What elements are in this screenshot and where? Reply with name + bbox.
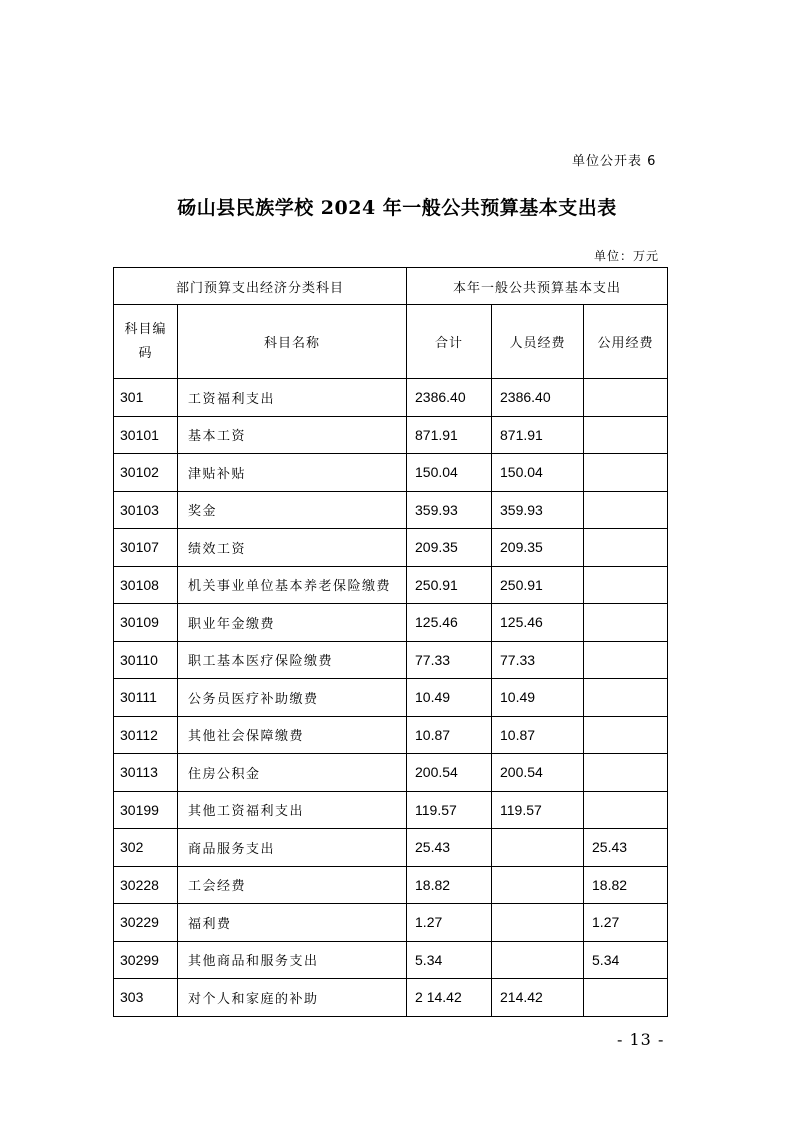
row-code: 301 xyxy=(114,379,178,417)
table-row xyxy=(114,979,668,1017)
row-code: 30229 xyxy=(114,904,178,942)
page-title: 砀山县民族学校 2024 年一般公共预算基本支出表 xyxy=(177,197,617,219)
row-total: 2386.40 xyxy=(407,379,492,417)
row-name: 奖金 xyxy=(178,491,407,529)
row-name: 对个人和家庭的补助 xyxy=(178,979,407,1017)
table-row xyxy=(114,566,668,604)
row-name: 工资福利支出 xyxy=(178,379,407,417)
row-personnel: 77.33 xyxy=(492,641,584,679)
row-total: 200.54 xyxy=(407,754,492,792)
table-row xyxy=(114,491,668,529)
group-header-left: 部门预算支出经济分类科目 xyxy=(114,268,407,305)
row-personnel: 119.57 xyxy=(492,791,584,829)
row-public xyxy=(584,716,668,754)
row-total: 5.34 xyxy=(407,941,492,979)
table-row xyxy=(114,904,668,942)
row-name: 福利费 xyxy=(178,904,407,942)
row-total: 150.04 xyxy=(407,454,492,492)
row-public xyxy=(584,679,668,717)
table-body xyxy=(114,379,668,1017)
row-name: 其他商品和服务支出 xyxy=(178,941,407,979)
table-row xyxy=(114,829,668,867)
row-code: 30110 xyxy=(114,641,178,679)
row-code: 30228 xyxy=(114,866,178,904)
table-row xyxy=(114,604,668,642)
row-code: 30299 xyxy=(114,941,178,979)
row-total: 119.57 xyxy=(407,791,492,829)
row-name: 住房公积金 xyxy=(178,754,407,792)
row-public xyxy=(584,379,668,417)
row-personnel: 125.46 xyxy=(492,604,584,642)
table-row xyxy=(114,454,668,492)
row-public xyxy=(584,791,668,829)
row-personnel: 200.54 xyxy=(492,754,584,792)
table-row xyxy=(114,641,668,679)
col-header-total: 合计 xyxy=(407,305,492,379)
row-public: 18.82 xyxy=(584,866,668,904)
group-header-right: 本年一般公共预算基本支出 xyxy=(407,268,668,305)
row-public xyxy=(584,979,668,1017)
row-code: 30199 xyxy=(114,791,178,829)
col-header-public: 公用经费 xyxy=(584,305,668,379)
row-total: 77.33 xyxy=(407,641,492,679)
row-name: 工会经费 xyxy=(178,866,407,904)
table-row xyxy=(114,941,668,979)
row-personnel: 10.87 xyxy=(492,716,584,754)
form-number: 单位公开表 6 xyxy=(572,154,657,169)
row-name: 津贴补贴 xyxy=(178,454,407,492)
row-personnel: 250.91 xyxy=(492,566,584,604)
table-row xyxy=(114,416,668,454)
row-personnel: 214.42 xyxy=(492,979,584,1017)
row-personnel: 359.93 xyxy=(492,491,584,529)
row-total: 250.91 xyxy=(407,566,492,604)
unit-label: 单位：万元 xyxy=(594,249,660,263)
row-public xyxy=(584,416,668,454)
table-row xyxy=(114,716,668,754)
row-personnel xyxy=(492,829,584,867)
row-public xyxy=(584,454,668,492)
row-public: 1.27 xyxy=(584,904,668,942)
row-code: 30113 xyxy=(114,754,178,792)
row-total: 359.93 xyxy=(407,491,492,529)
group-header-row xyxy=(114,268,668,305)
row-name: 职业年金缴费 xyxy=(178,604,407,642)
row-code: 30112 xyxy=(114,716,178,754)
table-row xyxy=(114,379,668,417)
row-code: 30109 xyxy=(114,604,178,642)
row-personnel: 871.91 xyxy=(492,416,584,454)
row-code: 30107 xyxy=(114,529,178,567)
row-public xyxy=(584,641,668,679)
row-personnel xyxy=(492,866,584,904)
table-row xyxy=(114,791,668,829)
budget-table xyxy=(113,267,668,1017)
row-total: 1.27 xyxy=(407,904,492,942)
col-header-personnel: 人员经费 xyxy=(492,305,584,379)
row-code: 30102 xyxy=(114,454,178,492)
row-public xyxy=(584,566,668,604)
row-total: 10.49 xyxy=(407,679,492,717)
row-code: 30111 xyxy=(114,679,178,717)
row-personnel: 209.35 xyxy=(492,529,584,567)
row-public xyxy=(584,491,668,529)
row-code: 30103 xyxy=(114,491,178,529)
row-total: 18.82 xyxy=(407,866,492,904)
row-name: 机关事业单位基本养老保险缴费 xyxy=(178,566,407,604)
table-row xyxy=(114,754,668,792)
row-name: 绩效工资 xyxy=(178,529,407,567)
row-personnel xyxy=(492,904,584,942)
row-code: 303 xyxy=(114,979,178,1017)
col-header-code: 科目编码 xyxy=(114,305,178,379)
row-code: 30108 xyxy=(114,566,178,604)
row-total: 871.91 xyxy=(407,416,492,454)
row-public xyxy=(584,529,668,567)
column-header-row xyxy=(114,305,668,379)
row-code: 302 xyxy=(114,829,178,867)
row-code: 30101 xyxy=(114,416,178,454)
page-number: - 13 - xyxy=(617,1030,665,1049)
row-public: 5.34 xyxy=(584,941,668,979)
table-row xyxy=(114,679,668,717)
row-total: 209.35 xyxy=(407,529,492,567)
table-row xyxy=(114,866,668,904)
row-total: 2 14.42 xyxy=(407,979,492,1017)
row-name: 其他工资福利支出 xyxy=(178,791,407,829)
row-public xyxy=(584,604,668,642)
row-personnel: 10.49 xyxy=(492,679,584,717)
row-name: 职工基本医疗保险缴费 xyxy=(178,641,407,679)
row-personnel: 150.04 xyxy=(492,454,584,492)
col-header-name: 科目名称 xyxy=(178,305,407,379)
row-name: 基本工资 xyxy=(178,416,407,454)
row-name: 公务员医疗补助缴费 xyxy=(178,679,407,717)
table-row xyxy=(114,529,668,567)
row-personnel xyxy=(492,941,584,979)
row-public: 25.43 xyxy=(584,829,668,867)
row-total: 125.46 xyxy=(407,604,492,642)
row-public xyxy=(584,754,668,792)
row-name: 其他社会保障缴费 xyxy=(178,716,407,754)
row-personnel: 2386.40 xyxy=(492,379,584,417)
row-total: 10.87 xyxy=(407,716,492,754)
row-total: 25.43 xyxy=(407,829,492,867)
row-name: 商品服务支出 xyxy=(178,829,407,867)
